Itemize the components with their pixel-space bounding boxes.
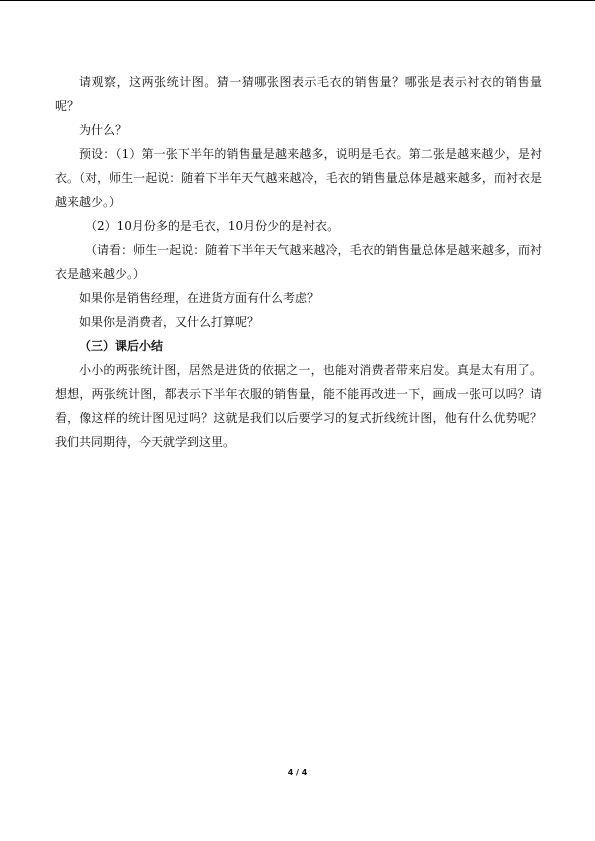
page-number: 4 / 4 [287,768,308,777]
header-rule [0,0,595,1]
paragraph-preset-2: （2）10月份多的是毛衣，10月份少的是衬衣。 [85,219,340,233]
paragraph-please-look: （请看：师生一起说：随着下半年天气越来越冷，毛衣的销售量总体是越来越多，而衬衣是越来越少。） [55,243,542,281]
paragraph-summary: 小小的两张统计图，居然是进货的依据之一，也能对消费者带来启发。真是太有用了。想想，两张统计图，都表示下半年衣服的销售量，能不能再改进一下，画成一张可以吗？请看，像这样的统计图见过吗？这就是我们以后要学习的复式折线统计图，他有什么优势呢？我们共同期待，今天就学到这里。 [55,363,542,449]
paragraph-sales-manager: 如果你是销售经理，在进货方面有什么考虑？ [79,291,320,305]
paragraph-observe-charts: 请观察，这两张统计图。猜一猜哪张图表示毛衣的销售量？哪张是表示衬衣的销售量呢？ [55,75,542,113]
section-heading: （三）课后小结 [79,339,164,353]
paragraph-consumer: 如果你是消费者，又什么打算呢？ [79,315,260,329]
document-body [55,70,542,454]
paragraph-preset-1: 预设：（1）第一张下半年的销售量是越来越多，说明是毛衣。第二张是越来越少，是衬衣。（对，师生一起说：随着下半年天气越来越冷，毛衣的销售量总体是越来越多，而衬衣是越来越少。） [55,147,542,209]
paragraph-why: 为什么？ [79,123,128,137]
